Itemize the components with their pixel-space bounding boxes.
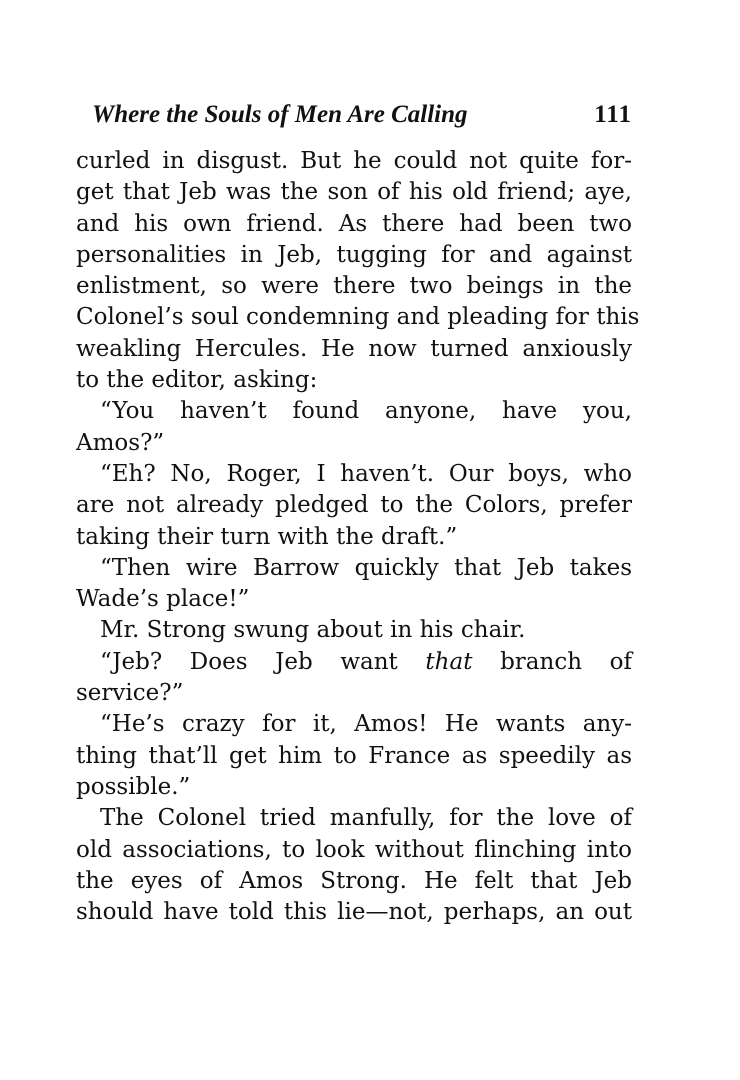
text-line: the eyes of Amos Strong. He felt that Jeb bbox=[76, 867, 632, 894]
text-line: to the editor, asking: bbox=[76, 367, 318, 394]
text-line: curled in disgust. But he could not quite for- bbox=[76, 148, 632, 174]
text-segment: branch of bbox=[500, 648, 633, 675]
text-line: possible.” bbox=[76, 773, 191, 800]
text-line: “Then wire Barrow quickly that Jeb takes bbox=[100, 554, 632, 581]
text-line: thing that’ll get him to France as speedily as bbox=[76, 742, 632, 769]
text-line: Colonel’s soul condemning and pleading for this bbox=[76, 304, 640, 331]
text-line: should have told this lie—not, perhaps, an out bbox=[76, 899, 632, 926]
text-line: “You haven’t found anyone, have you, bbox=[100, 398, 632, 425]
text-line: are not already pledged to the Colors, prefer bbox=[76, 492, 632, 519]
page-header bbox=[92, 98, 632, 132]
text-line: personalities in Jeb, tugging for and against bbox=[76, 241, 632, 268]
text-line: and his own friend. As there had been two bbox=[76, 210, 632, 237]
text-segment: “Jeb? Does Jeb want bbox=[100, 648, 398, 675]
body-text bbox=[76, 146, 640, 928]
text-line: old associations, to look without flinching into bbox=[76, 836, 632, 863]
running-title: Where the Souls of Men Are Calling bbox=[92, 101, 468, 128]
text-line: “Eh? No, Roger, I haven’t. Our boys, who bbox=[100, 460, 632, 487]
text-line: get that Jeb was the son of his old friend; aye, bbox=[76, 179, 632, 206]
text-line: “He’s crazy for it, Amos! He wants any- bbox=[100, 711, 632, 738]
text-line: The Colonel tried manfully, for the love of bbox=[100, 805, 632, 832]
text-line: service?” bbox=[76, 680, 184, 707]
text-line: weakling Hercules. He now turned anxiously bbox=[76, 335, 632, 362]
text-line: Wade’s place!” bbox=[76, 586, 250, 613]
text-line: enlistment, so were there two beings in the bbox=[76, 273, 632, 300]
emphasis-word: that bbox=[425, 648, 473, 675]
text-line: Mr. Strong swung about in his chair. bbox=[100, 617, 526, 644]
text-line: Amos?” bbox=[76, 429, 165, 456]
text-line: taking their turn with the draft.” bbox=[76, 523, 458, 550]
text-line-with-emphasis bbox=[76, 647, 632, 678]
page-number: 111 bbox=[594, 101, 632, 128]
